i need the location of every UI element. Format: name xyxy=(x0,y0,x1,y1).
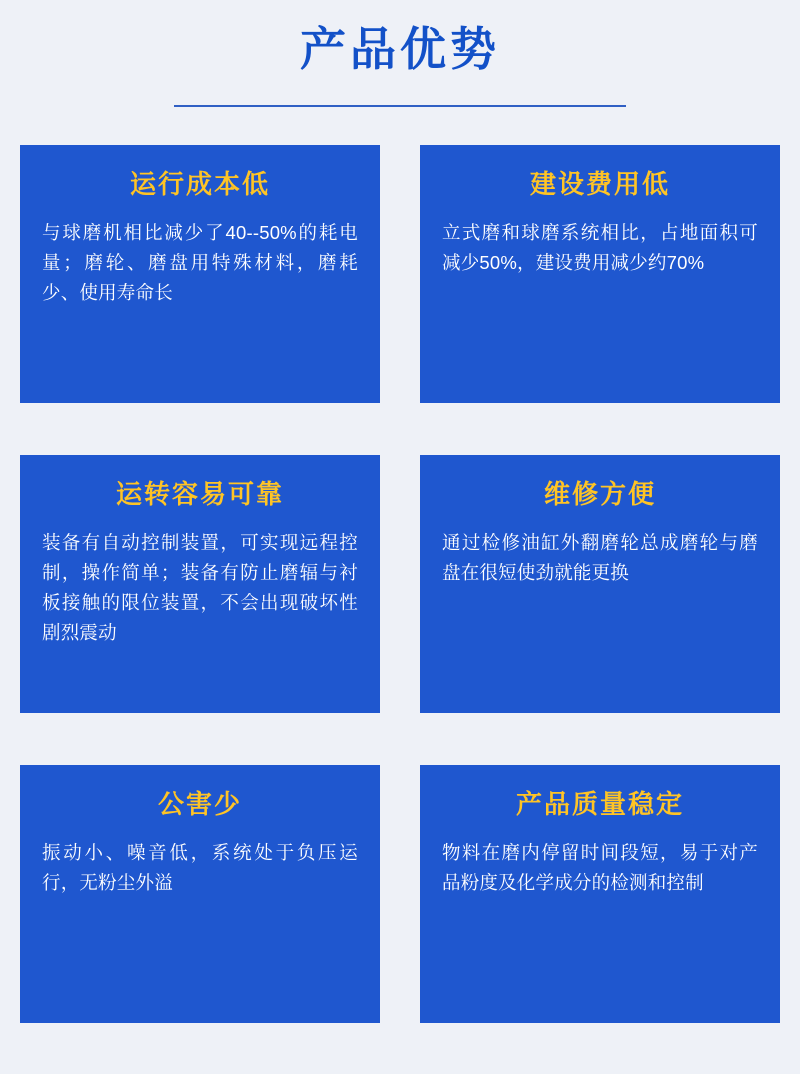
advantage-card-title: 建设费用低 xyxy=(529,169,670,200)
advantage-card xyxy=(420,765,780,1023)
advantage-card-body: 物料在磨内停留时间段短，易于对产品粉度及化学成分的检测和控制 xyxy=(442,842,758,894)
advantage-card-title: 运行成本低 xyxy=(129,169,270,200)
advantage-card-title: 产品质量稳定 xyxy=(515,789,684,820)
advantage-card xyxy=(420,455,780,713)
advantage-card-body: 通过检修油缸外翻磨轮总成磨轮与磨盘在很短使劲就能更换 xyxy=(442,532,758,584)
advantage-card-body: 立式磨和球磨系统相比，占地面积可减少50%，建设费用减少约70% xyxy=(442,222,758,274)
page-header xyxy=(0,0,800,107)
advantage-card xyxy=(20,765,380,1023)
advantage-card-grid xyxy=(0,145,800,1023)
advantage-card-title: 维修方便 xyxy=(543,479,656,510)
page-title: 产品优势 xyxy=(300,23,500,75)
advantage-card-title: 公害少 xyxy=(157,789,242,820)
title-divider xyxy=(174,105,626,107)
advantage-card-title: 运转容易可靠 xyxy=(115,479,284,510)
advantage-card xyxy=(420,145,780,403)
advantage-card-body: 与球磨机相比减少了40--50%的耗电量；磨轮、磨盘用特殊材料，磨耗少、使用寿命长 xyxy=(42,222,358,304)
advantage-card-body: 振动小、噪音低，系统处于负压运行，无粉尘外溢 xyxy=(42,842,358,894)
advantage-card xyxy=(20,455,380,713)
advantage-card xyxy=(20,145,380,403)
advantage-card-body: 装备有自动控制装置，可实现远程控制，操作简单；装备有防止磨辐与衬板接触的限位装置，不会出现破坏性剧烈震动 xyxy=(42,532,358,644)
